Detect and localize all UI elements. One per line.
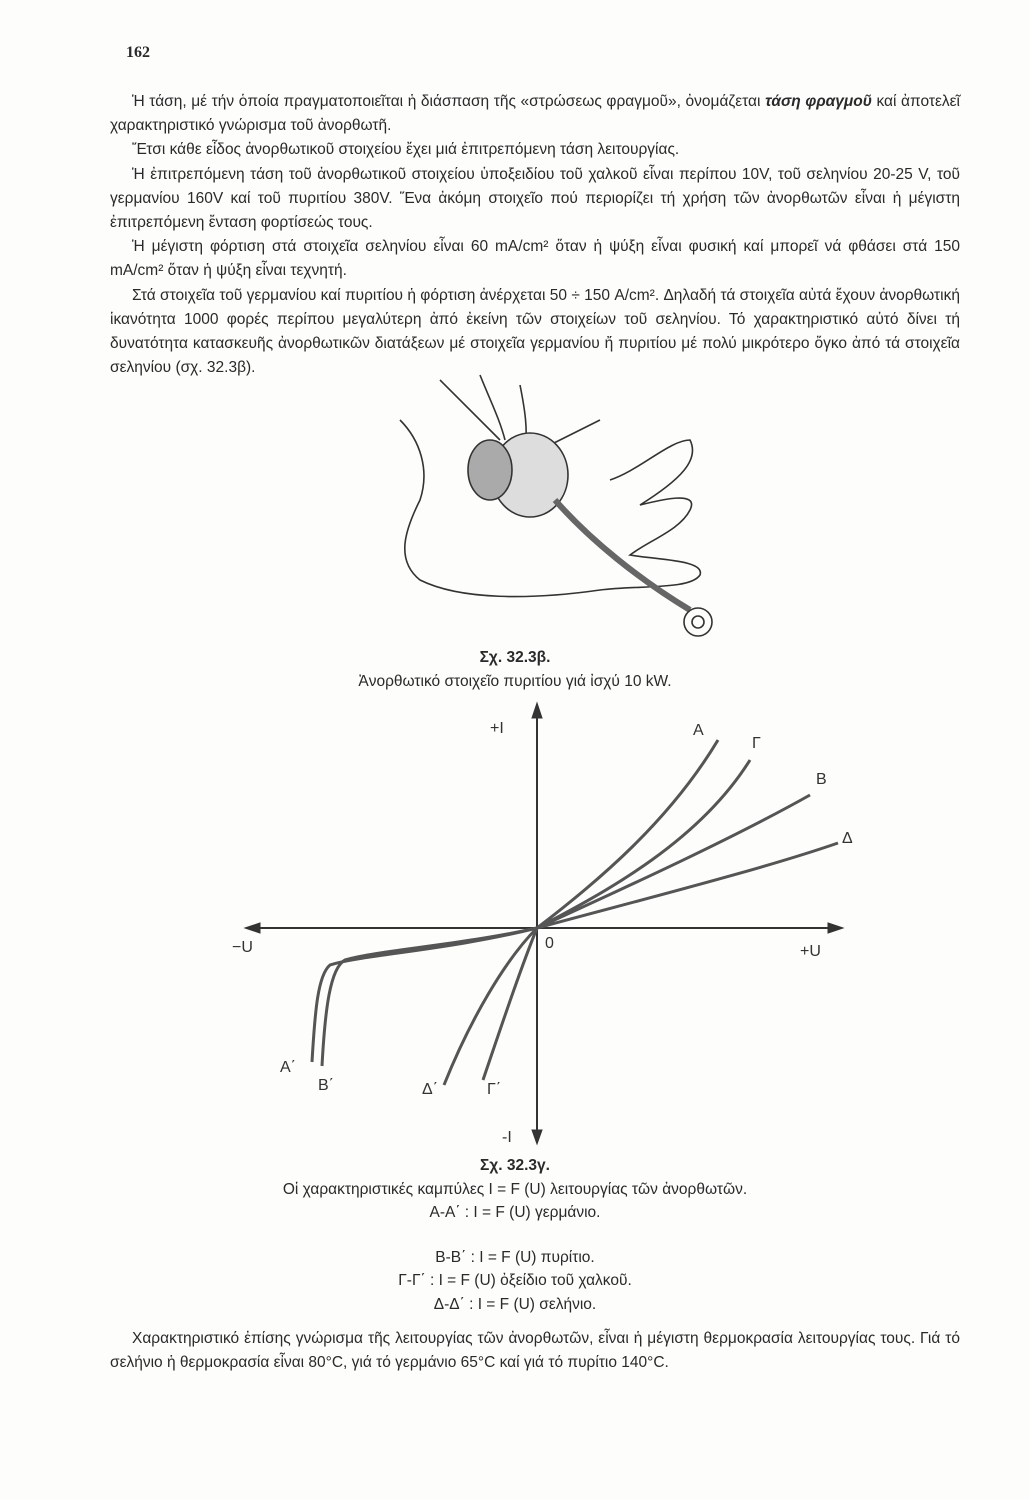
curve-A — [537, 740, 718, 928]
page-number: 162 — [126, 44, 150, 61]
paragraph: Ἡ ἐπιτρεπόμενη τάση τοῦ ἀνορθωτικοῦ στοιχείου ὑποξειδίου τοῦ χαλκοῦ εἶναι περίπου 10V, τοῦ σεληνίου 20-25 V, τοῦ γερμανίου 160V καί τοῦ πυριτίου 380V. Ἕνα ἀκόμη στοιχεῖο πού περιορίζει τή χρήση τῶν ἀνορθωτῶν εἶναι ἡ μέγιστη ἐπιτρεπόμενη ἔνταση φορτίσεώς τους. — [110, 165, 960, 232]
figure-b-caption — [0, 646, 1030, 693]
legend-item: B-B΄ : I = F (U) πυρίτιο. — [435, 1248, 595, 1266]
minus-i-label: -I — [502, 1129, 512, 1146]
paragraph: Στά στοιχεῖα τοῦ γερμανίου καί πυριτίου ἡ φόρτιση ἀνέρχεται 50 ÷ 150 A/cm². Δηλαδή τά στοιχεῖα αὐτά ἔχουν ἀνορθωτική ἱκανότητα 1000 φορές περίπου μεγαλύτερη ἀπό ἐκείνη τῶν στοιχείων τοῦ σεληνίου. Τό χαρακτηριστικό αὐτό δίνει τή δυνατότητα κατασκευῆς ἀνορθωτικῶν διατάξεων μέ στοιχεῖα γερμανίου ἤ πυριτίου μέ πολύ μικρότερο ὄγκο ἀπό τά στοιχεῖα σεληνίου (σχ. 32.3β). — [110, 286, 960, 377]
label-A: A — [693, 722, 704, 739]
rectifier-in-hand-illustration — [400, 375, 712, 636]
legend-item: Γ-Γ΄ : I = F (U) ὀξείδιο τοῦ χαλκοῦ. — [398, 1272, 632, 1289]
figure-caption: Οἱ χαρακτηριστικές καμπύλες I = F (U) λειτουργίας τῶν ἀνορθωτῶν. — [282, 1180, 748, 1198]
bold-term: τάση φραγμοῦ — [765, 93, 872, 110]
iv-characteristic-chart — [245, 703, 843, 1144]
figure-g-caption — [0, 1154, 1030, 1316]
curve-G2 — [483, 928, 537, 1080]
figure-caption: Ἀνορθωτικό στοιχεῖο πυριτίου γιά ἰσχύ 10 kW. — [358, 672, 672, 690]
paragraph: Ἡ μέγιστη φόρτιση στά στοιχεῖα σεληνίου εἶναι 60 mA/cm² ὅταν ἡ ψύξη εἶναι φυσική καί μπορεῖ νά φθάσει στά 150 mA/cm² ὅταν ἡ ψύξη εἶναι τεχνητή. — [110, 238, 960, 280]
arrow-right-icon — [828, 923, 843, 933]
arrow-down-icon — [532, 1130, 542, 1144]
label-A2: A΄ — [280, 1059, 296, 1076]
curve-B — [537, 795, 810, 928]
paragraph-text: καί ἀποτελεῖ χαρακτηριστικό γνώρισμα τοῦ ἀνορθωτῆ. — [110, 93, 960, 135]
figure-number: Σχ. 32.3β. — [479, 649, 551, 666]
legend-item: Δ-Δ΄ : I = F (U) σελήνιο. — [433, 1295, 597, 1313]
plus-i-label: +I — [490, 720, 504, 737]
paragraph: Χαρακτηριστικό ἐπίσης γνώρισμα τῆς λειτουργίας τῶν ἀνορθωτῶν, εἶναι ἡ μέγιστη θερμοκρασία λειτουργίας τους. Γιά τό σελήνιο ἡ θερμοκρασία εἶναι 80°C, γιά τό γερμάνιο 65°C καί γιά τό πυρίτιο 140°C. — [110, 1330, 960, 1372]
label-D2: Δ΄ — [422, 1081, 439, 1098]
origin-label: 0 — [545, 935, 554, 952]
label-D: Δ — [842, 830, 853, 847]
paragraph: Ἔτσι κάθε εἶδος ἀνορθωτικοῦ στοιχείου ἔχει μιά ἐπιτρεπόμενη τάση λειτουργίας. — [132, 141, 680, 159]
legend-item: A-A΄ : I = F (U) γερμάνιο. — [429, 1204, 601, 1221]
plus-u-label: +U — [800, 943, 821, 960]
minus-u-label: −U — [232, 939, 253, 956]
arrow-left-icon — [245, 923, 260, 933]
body-text-bottom — [110, 1327, 960, 1375]
label-B: B — [816, 771, 827, 788]
curve-D — [537, 843, 838, 928]
label-G2: Γ΄ — [487, 1081, 502, 1098]
label-B2: B΄ — [318, 1077, 334, 1094]
paragraph-text: Ἡ τάση, μέ τήν ὁποία πραγματοποιεῖται ἡ διάσπαση τῆς «στρώσεως φραγμοῦ», ὀνομάζεται — [132, 93, 766, 110]
label-G: Γ — [752, 735, 761, 752]
arrow-up-icon — [532, 703, 542, 718]
figure-number: Σχ. 32.3γ. — [480, 1157, 550, 1174]
